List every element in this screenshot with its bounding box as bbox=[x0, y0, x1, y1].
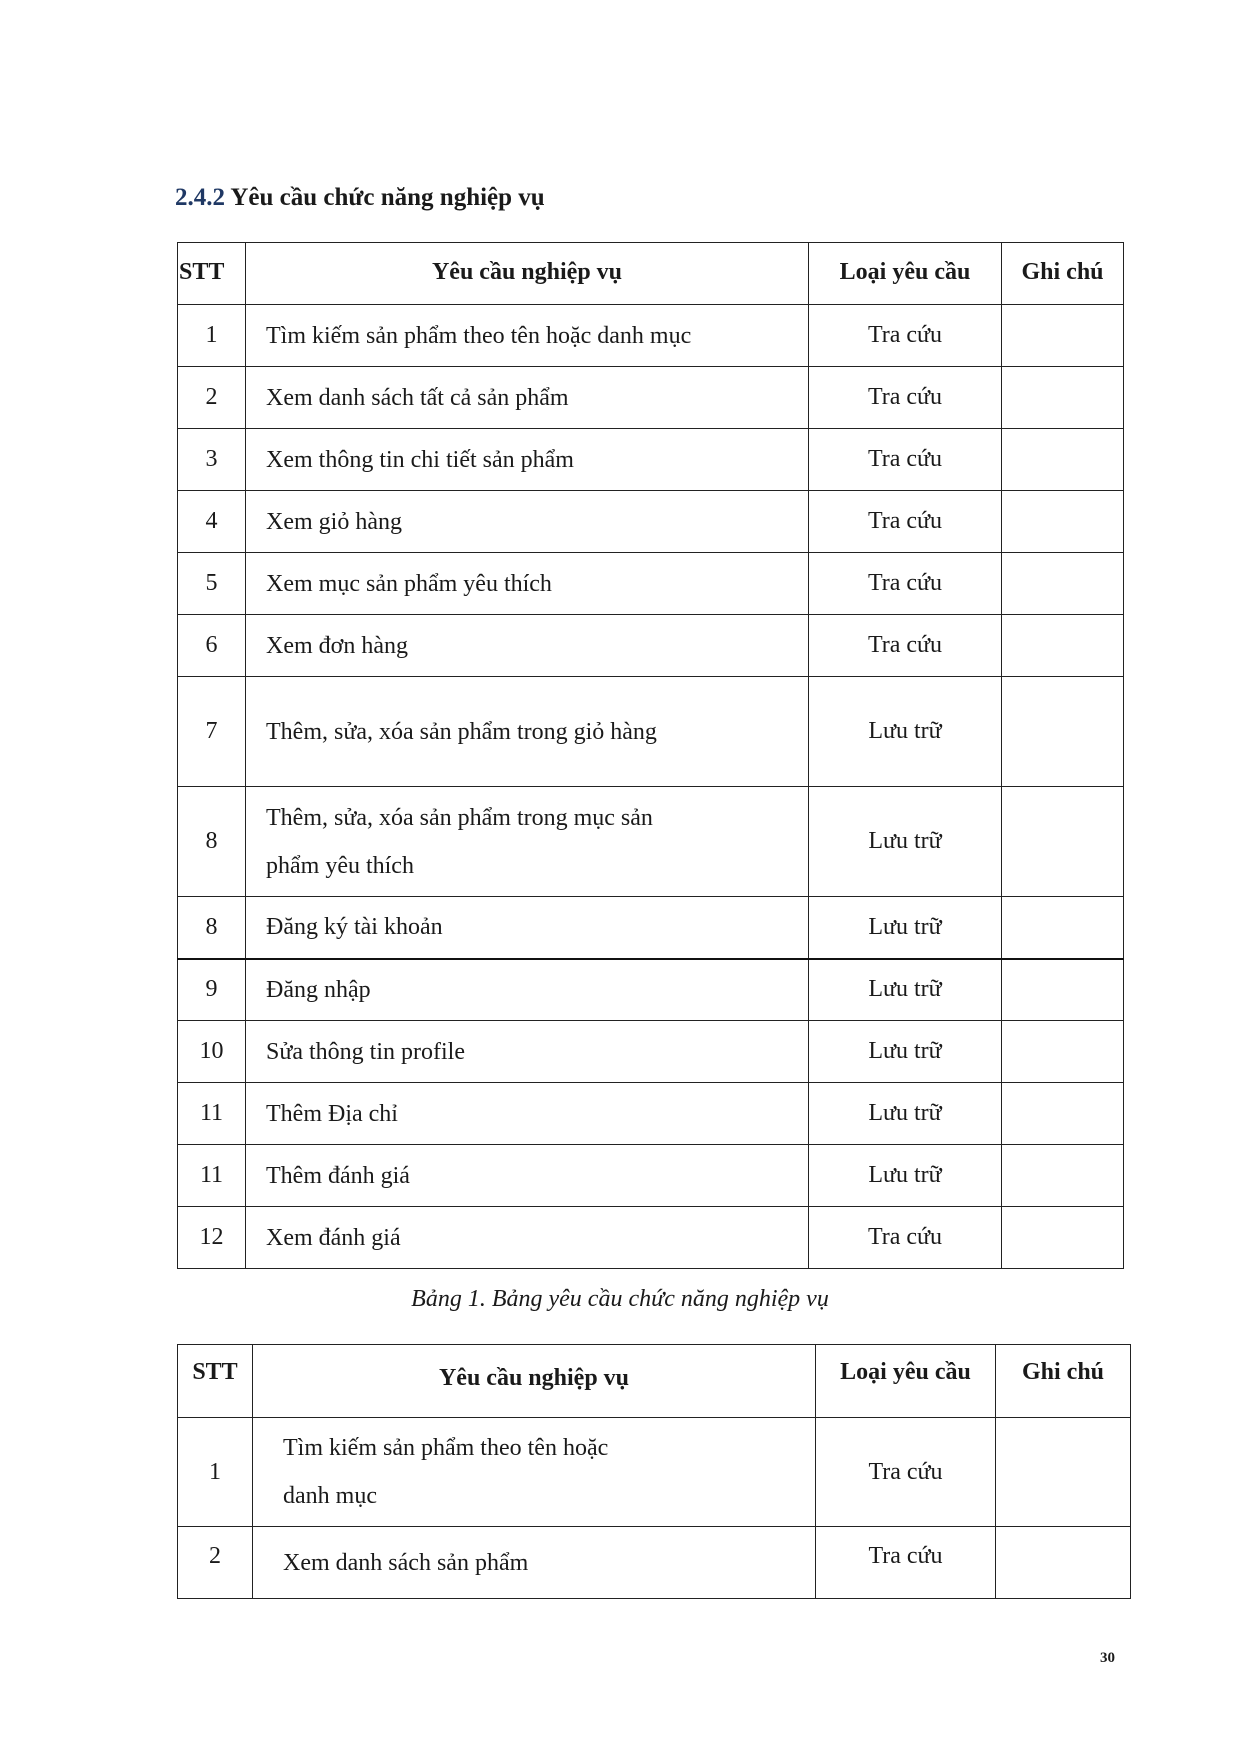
cell-note bbox=[1002, 1207, 1124, 1269]
cell-stt: 11 bbox=[178, 1083, 246, 1145]
table-header-row bbox=[178, 1345, 1131, 1418]
cell-stt: 8 bbox=[178, 787, 246, 897]
cell-note bbox=[996, 1527, 1131, 1599]
table-row bbox=[178, 615, 1124, 677]
cell-requirement: Thêm, sửa, xóa sản phẩm trong mục sản phẩm yêu thích bbox=[246, 787, 809, 897]
table-row bbox=[178, 553, 1124, 615]
table-row bbox=[178, 367, 1124, 429]
header-note: Ghi chú bbox=[1002, 243, 1124, 305]
cell-requirement: Thêm Địa chỉ bbox=[246, 1083, 809, 1145]
table-row bbox=[178, 1527, 1131, 1599]
cell-type: Lưu trữ bbox=[809, 677, 1002, 787]
cell-stt: 2 bbox=[178, 1527, 253, 1599]
cell-stt: 6 bbox=[178, 615, 246, 677]
cell-requirement: Đăng ký tài khoản bbox=[246, 897, 809, 959]
cell-requirement: Tìm kiếm sản phẩm theo tên hoặc danh mục bbox=[253, 1418, 816, 1527]
cell-type: Lưu trữ bbox=[809, 1083, 1002, 1145]
table-row bbox=[178, 1145, 1124, 1207]
cell-type: Tra cứu bbox=[809, 305, 1002, 367]
cell-note bbox=[1002, 959, 1124, 1021]
table-row bbox=[178, 677, 1124, 787]
cell-type: Tra cứu bbox=[809, 1207, 1002, 1269]
table-row bbox=[178, 429, 1124, 491]
cell-type: Tra cứu bbox=[816, 1418, 996, 1527]
cell-requirement: Xem mục sản phẩm yêu thích bbox=[246, 553, 809, 615]
cell-stt: 8 bbox=[178, 897, 246, 959]
cell-note bbox=[1002, 305, 1124, 367]
cell-type: Lưu trữ bbox=[809, 787, 1002, 897]
header-type: Loại yêu cầu bbox=[816, 1345, 996, 1418]
table-row bbox=[178, 787, 1124, 897]
cell-requirement: Tìm kiếm sản phẩm theo tên hoặc danh mục bbox=[246, 305, 809, 367]
header-requirement: Yêu cầu nghiệp vụ bbox=[253, 1345, 816, 1418]
cell-type: Tra cứu bbox=[816, 1527, 996, 1599]
requirements-table-2 bbox=[177, 1344, 1131, 1599]
cell-note bbox=[1002, 491, 1124, 553]
cell-requirement: Xem giỏ hàng bbox=[246, 491, 809, 553]
cell-type: Lưu trữ bbox=[809, 959, 1002, 1021]
header-type: Loại yêu cầu bbox=[809, 243, 1002, 305]
cell-note bbox=[1002, 1021, 1124, 1083]
cell-requirement: Sửa thông tin profile bbox=[246, 1021, 809, 1083]
cell-type: Lưu trữ bbox=[809, 897, 1002, 959]
cell-note bbox=[996, 1418, 1131, 1527]
header-stt: STT bbox=[178, 1345, 253, 1418]
cell-stt: 4 bbox=[178, 491, 246, 553]
cell-note bbox=[1002, 1145, 1124, 1207]
cell-stt: 1 bbox=[178, 1418, 253, 1527]
table-row bbox=[178, 1083, 1124, 1145]
table-row bbox=[178, 1021, 1124, 1083]
cell-stt: 1 bbox=[178, 305, 246, 367]
cell-requirement: Xem đánh giá bbox=[246, 1207, 809, 1269]
table-row bbox=[178, 1418, 1131, 1527]
cell-stt: 12 bbox=[178, 1207, 246, 1269]
cell-requirement: Xem danh sách tất cả sản phẩm bbox=[246, 367, 809, 429]
cell-stt: 9 bbox=[178, 959, 246, 1021]
table-row bbox=[178, 1207, 1124, 1269]
cell-stt: 5 bbox=[178, 553, 246, 615]
section-number: 2.4.2 bbox=[175, 184, 225, 211]
cell-stt: 7 bbox=[178, 677, 246, 787]
requirements-table-1 bbox=[177, 242, 1124, 1269]
header-stt: STT bbox=[178, 243, 246, 305]
cell-stt: 10 bbox=[178, 1021, 246, 1083]
cell-type: Lưu trữ bbox=[809, 1145, 1002, 1207]
cell-note bbox=[1002, 897, 1124, 959]
cell-stt: 2 bbox=[178, 367, 246, 429]
page-number: 30 bbox=[1100, 1650, 1115, 1666]
section-heading bbox=[175, 184, 545, 212]
table-row bbox=[178, 491, 1124, 553]
cell-type: Tra cứu bbox=[809, 429, 1002, 491]
cell-note bbox=[1002, 1083, 1124, 1145]
header-requirement: Yêu cầu nghiệp vụ bbox=[246, 243, 809, 305]
cell-requirement: Thêm đánh giá bbox=[246, 1145, 809, 1207]
cell-type: Tra cứu bbox=[809, 367, 1002, 429]
header-note: Ghi chú bbox=[996, 1345, 1131, 1418]
cell-requirement: Đăng nhập bbox=[246, 959, 809, 1021]
cell-type: Tra cứu bbox=[809, 491, 1002, 553]
cell-note bbox=[1002, 787, 1124, 897]
table-header-row bbox=[178, 243, 1124, 305]
table-row bbox=[178, 959, 1124, 1021]
section-title: Yêu cầu chức năng nghiệp vụ bbox=[230, 184, 545, 211]
table-row bbox=[178, 305, 1124, 367]
cell-note bbox=[1002, 677, 1124, 787]
cell-requirement: Xem thông tin chi tiết sản phẩm bbox=[246, 429, 809, 491]
cell-requirement: Xem danh sách sản phẩm bbox=[253, 1527, 816, 1599]
cell-type: Tra cứu bbox=[809, 615, 1002, 677]
cell-type: Lưu trữ bbox=[809, 1021, 1002, 1083]
cell-note bbox=[1002, 615, 1124, 677]
cell-stt: 3 bbox=[178, 429, 246, 491]
cell-note bbox=[1002, 429, 1124, 491]
table-caption: Bảng 1. Bảng yêu cầu chức năng nghiệp vụ bbox=[411, 1286, 829, 1312]
cell-type: Tra cứu bbox=[809, 553, 1002, 615]
cell-requirement: Xem đơn hàng bbox=[246, 615, 809, 677]
cell-requirement: Thêm, sửa, xóa sản phẩm trong giỏ hàng bbox=[246, 677, 809, 787]
table-row bbox=[178, 897, 1124, 959]
cell-note bbox=[1002, 367, 1124, 429]
cell-stt: 11 bbox=[178, 1145, 246, 1207]
cell-note bbox=[1002, 553, 1124, 615]
